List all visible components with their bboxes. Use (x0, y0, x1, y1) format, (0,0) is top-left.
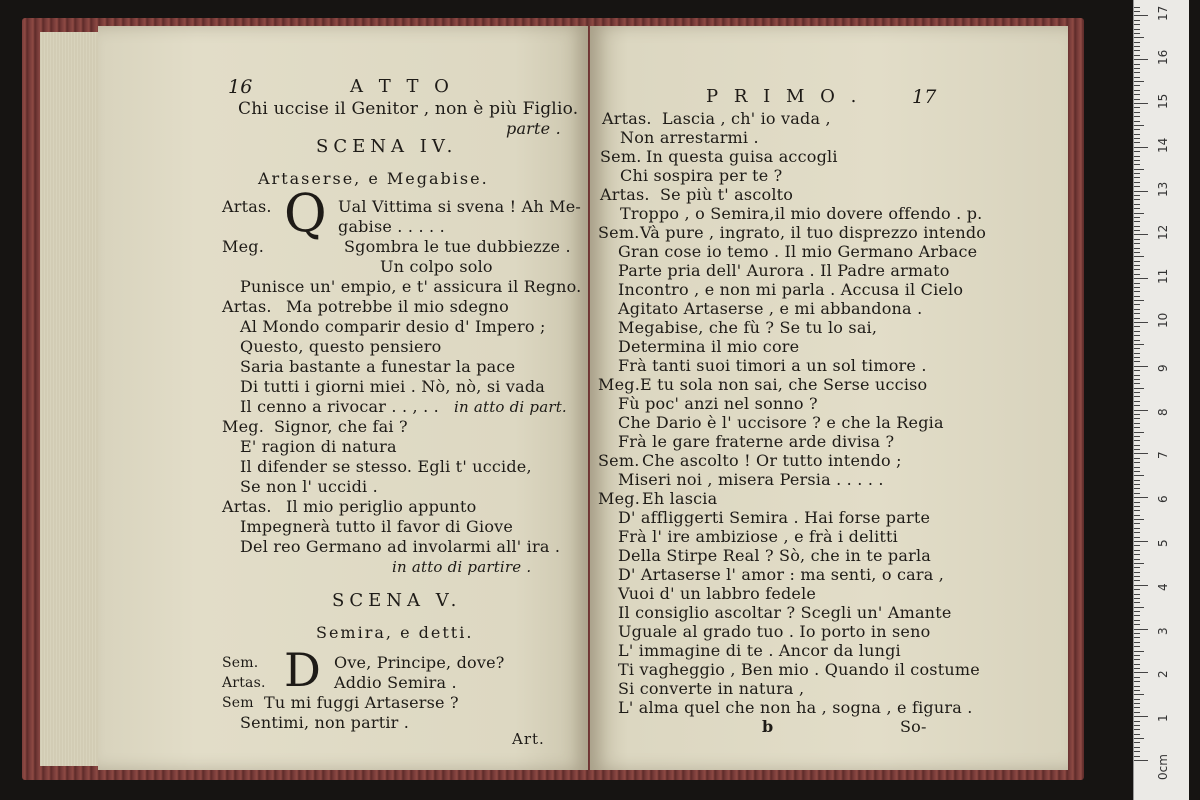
ruler-tick (1134, 760, 1148, 761)
ruler-tick (1134, 497, 1148, 498)
text-line: Che Dario è l' uccisore ? e che la Regia (618, 413, 944, 432)
ruler-tick (1134, 331, 1140, 332)
speaker: Artas. (222, 197, 272, 216)
ruler-tick (1134, 651, 1144, 652)
ruler-tick (1134, 707, 1140, 708)
ruler-tick (1134, 664, 1140, 665)
ruler-tick (1134, 488, 1140, 489)
text-line: Punisce un' empio, e t' assicura il Regno. (240, 277, 582, 296)
text-line: Và pure , ingrato, il tuo disprezzo intendo (640, 223, 987, 242)
ruler-tick (1134, 344, 1144, 345)
ruler-tick (1134, 418, 1140, 419)
ruler-tick (1134, 326, 1140, 327)
ruler-tick (1134, 480, 1140, 481)
ruler-tick (1134, 11, 1140, 12)
ruler-tick (1134, 379, 1140, 380)
text-line: L' alma quel che non ha , sogna , e figura . (618, 698, 973, 717)
text-line: Frà l' ire ambiziose , e frà i delitti (618, 527, 898, 546)
ruler-tick (1134, 440, 1140, 441)
ruler-tick (1134, 453, 1148, 454)
ruler-tick (1134, 383, 1140, 384)
ruler-tick (1134, 734, 1140, 735)
ruler-tick (1134, 318, 1140, 319)
ruler-tick (1134, 243, 1140, 244)
ruler-tick (1134, 300, 1144, 301)
ruler-label: 8 (1156, 407, 1170, 416)
stage-direction: in atto di part. (454, 398, 567, 416)
ruler-tick (1134, 602, 1140, 603)
scene-heading: SCENA IV. (316, 136, 458, 157)
ruler-tick (1134, 313, 1140, 314)
text-line: Gran cose io temo . Il mio Germano Arbace (618, 242, 978, 261)
ruler-tick (1134, 458, 1140, 459)
ruler-tick (1134, 510, 1140, 511)
ruler-tick (1134, 116, 1140, 117)
text-line: E tu sola non sai, che Serse ucciso (640, 375, 928, 394)
speaker: Meg. (598, 375, 640, 394)
text-line: Signor, che fai ? (274, 417, 408, 436)
ruler-tick (1134, 42, 1140, 43)
ruler-tick (1134, 585, 1148, 586)
ruler-tick (1134, 107, 1140, 108)
text-line: Ma potrebbe il mio sdegno (286, 297, 509, 316)
ruler-tick (1134, 121, 1140, 122)
ruler-tick (1134, 541, 1148, 542)
ruler-tick (1134, 37, 1144, 38)
ruler-label: 15 (1156, 93, 1170, 109)
text-line: Il cenno a rivocar . . , . . (240, 397, 439, 416)
ruler-tick (1134, 59, 1148, 60)
text-line: Sentimi, non partir . (240, 713, 410, 732)
ruler-tick (1134, 677, 1140, 678)
ruler-tick (1134, 309, 1140, 310)
ruler-label: 16 (1156, 49, 1170, 66)
page-number: 16 (228, 76, 253, 98)
ruler-tick (1134, 567, 1140, 568)
ruler-tick (1134, 550, 1140, 551)
text-line: Che ascolto ! Or tutto intendo ; (642, 451, 902, 470)
text-line: Miseri noi , misera Persia . . . . . (618, 470, 884, 489)
ruler-tick (1134, 436, 1140, 437)
ruler-label: 11 (1156, 268, 1170, 285)
speaker: Artas. (222, 297, 272, 316)
ruler-label: 9 (1156, 364, 1170, 372)
ruler-tick (1134, 445, 1140, 446)
ruler-tick (1134, 659, 1140, 660)
text-line: Saria bastante a funestar la pace (240, 357, 516, 376)
ruler-tick (1134, 747, 1140, 748)
ruler-tick (1134, 699, 1140, 700)
text-line: Il mio periglio appunto (286, 497, 477, 516)
ruler-label: 13 (1156, 181, 1170, 197)
ruler-tick (1134, 335, 1140, 336)
ruler-tick (1134, 690, 1140, 691)
page-edges (40, 32, 98, 766)
ruler-tick (1134, 173, 1140, 174)
ruler-label: 7 (1156, 451, 1170, 460)
ruler-tick (1134, 208, 1140, 209)
ruler-tick (1134, 129, 1140, 130)
ruler-tick (1134, 620, 1140, 621)
text-line: Chi sospira per te ? (620, 166, 783, 185)
text-line: Se non l' uccidi . (240, 477, 378, 496)
ruler-tick (1134, 633, 1140, 634)
running-head: P R I M O . (706, 86, 862, 107)
ruler-tick (1134, 217, 1140, 218)
ruler-tick (1134, 85, 1140, 86)
ruler-tick (1134, 410, 1148, 411)
drop-cap: Q (284, 184, 327, 244)
ruler-tick (1134, 515, 1140, 516)
ruler-tick (1134, 396, 1140, 397)
ruler-tick (1134, 252, 1140, 253)
ruler-tick (1134, 348, 1140, 349)
ruler-tick (1134, 195, 1140, 196)
text-line: Non arrestarmi . (620, 128, 759, 147)
ruler-tick (1134, 265, 1140, 266)
ruler-tick (1134, 528, 1140, 529)
ruler-tick (1134, 523, 1140, 524)
ruler-tick (1134, 274, 1140, 275)
ruler-tick (1134, 388, 1144, 389)
ruler-tick (1134, 283, 1140, 284)
ruler-tick (1134, 278, 1148, 279)
ruler-tick (1134, 414, 1140, 415)
ruler-tick (1134, 186, 1140, 187)
ruler-tick (1134, 554, 1140, 555)
ruler-tick (1134, 156, 1140, 157)
ruler-tick (1134, 655, 1140, 656)
ruler-tick (1134, 751, 1140, 752)
ruler-tick (1134, 50, 1140, 51)
signature-mark: b (762, 717, 774, 736)
ruler-tick (1134, 615, 1140, 616)
ruler-tick (1134, 94, 1140, 95)
text-line: Incontro , e non mi parla . Accusa il Cielo (618, 280, 964, 299)
ruler-tick (1134, 90, 1140, 91)
ruler-label: 5 (1156, 539, 1170, 547)
ruler-tick (1134, 375, 1140, 376)
ruler-tick (1134, 103, 1148, 104)
ruler-tick (1134, 729, 1140, 730)
ruler-tick (1134, 629, 1148, 630)
measurement-ruler (1133, 0, 1189, 800)
ruler-tick (1134, 423, 1140, 424)
ruler-tick (1134, 686, 1140, 687)
ruler-label: 1 (1156, 714, 1170, 723)
ruler-tick (1134, 576, 1140, 577)
ruler-tick (1134, 467, 1140, 468)
ruler-tick (1134, 756, 1140, 757)
text-line: Ti vagheggio , Ben mio . Quando il costume (618, 660, 980, 679)
ruler-tick (1134, 405, 1140, 406)
ruler-tick (1134, 99, 1140, 100)
ruler-tick (1134, 361, 1140, 362)
ruler-tick (1134, 672, 1148, 673)
text-line: Della Stirpe Real ? Sò, che in te parla (618, 546, 931, 565)
ruler-tick (1134, 580, 1140, 581)
ruler-tick (1134, 357, 1140, 358)
text-line: Si converte in natura , (618, 679, 805, 698)
ruler-tick (1134, 191, 1148, 192)
speaker: Sem (222, 695, 254, 711)
ruler-tick (1134, 366, 1148, 367)
text-line: D' affliggerti Semira . Hai forse parte (618, 508, 931, 527)
ruler-label: 17 (1156, 6, 1170, 22)
text-line: Addio Semira . (334, 673, 457, 692)
running-head: A T T O (350, 76, 454, 97)
ruler-tick (1134, 213, 1144, 214)
text-line: Ove, Principe, dove? (334, 653, 505, 672)
ruler-tick (1134, 716, 1148, 717)
speaker: Meg. (222, 417, 264, 436)
ruler-tick (1134, 742, 1140, 743)
ruler-tick (1134, 703, 1140, 704)
ruler-tick (1134, 204, 1140, 205)
speaker: Sem. (598, 451, 640, 470)
ruler-tick (1134, 572, 1140, 573)
ruler-tick (1134, 72, 1140, 73)
scene-characters: Semira, e detti. (316, 623, 474, 642)
ruler-tick (1134, 353, 1140, 354)
ruler-tick (1134, 721, 1140, 722)
text-line: Troppo , o Semira,il mio dovere offendo . p. (620, 204, 983, 223)
stage-direction: in atto di partire . (392, 558, 532, 576)
text-line: Agitato Artaserse , e mi abbandona . (618, 299, 923, 318)
ruler-tick (1134, 493, 1140, 494)
ruler-tick (1134, 681, 1140, 682)
ruler-tick (1134, 138, 1140, 139)
ruler-tick (1134, 694, 1144, 695)
ruler-tick (1134, 519, 1144, 520)
ruler-tick (1134, 29, 1140, 30)
ruler-tick (1134, 646, 1140, 647)
text-line: Un colpo solo (380, 257, 493, 276)
text-line: Chi uccise il Genitor , non è più Figlio. (238, 99, 579, 119)
text-line: Del reo Germano ad involarmi all' ira . (240, 537, 561, 556)
text-line: Parte pria dell' Aurora . Il Padre armato (618, 261, 950, 280)
speaker: Artas. (222, 497, 272, 516)
ruler-tick (1134, 559, 1140, 560)
text-line: gabise . . . . . (338, 217, 445, 236)
ruler-tick (1134, 46, 1140, 47)
ruler-tick (1134, 668, 1140, 669)
ruler-tick (1134, 151, 1140, 152)
ruler-label: 12 (1156, 225, 1170, 241)
ruler-tick (1134, 81, 1144, 82)
ruler-tick (1134, 15, 1148, 16)
ruler-tick (1134, 164, 1140, 165)
ruler-tick (1134, 7, 1140, 8)
ruler-label: 2 (1156, 670, 1170, 679)
ruler-tick (1134, 230, 1140, 231)
text-line: Ual Vittima si svena ! Ah Me- (338, 197, 581, 216)
text-line: Vuoi d' un labbro fedele (618, 584, 817, 603)
ruler-tick (1134, 502, 1140, 503)
ruler-tick (1134, 392, 1140, 393)
text-line: Se più t' ascolto (660, 185, 794, 204)
catchword: So- (900, 717, 927, 736)
ruler-tick (1134, 401, 1140, 402)
scene-heading: SCENA V. (332, 590, 462, 611)
ruler-label: 6 (1156, 495, 1170, 504)
ruler-tick (1134, 725, 1140, 726)
stage-direction: parte . (506, 119, 561, 138)
ruler-tick (1134, 112, 1140, 113)
ruler-tick (1134, 449, 1140, 450)
ruler-tick (1134, 199, 1140, 200)
ruler-tick (1134, 234, 1148, 235)
ruler-tick (1134, 221, 1140, 222)
speaker: Sem. (222, 655, 259, 671)
ruler-tick (1134, 738, 1144, 739)
ruler-tick (1134, 239, 1140, 240)
ruler-tick (1134, 432, 1144, 433)
ruler-tick (1134, 624, 1140, 625)
ruler-tick (1134, 125, 1144, 126)
ruler-tick (1134, 506, 1140, 507)
ruler-tick (1134, 611, 1140, 612)
ruler-label: 4 (1156, 583, 1170, 591)
text-line: Uguale al grado tuo . Io porto in seno (618, 622, 931, 641)
speaker: Artas. (600, 185, 650, 204)
page-number: 17 (912, 86, 937, 108)
text-line: Tu mi fuggi Artaserse ? (264, 693, 459, 712)
text-line: Al Mondo comparir desio d' Impero ; (240, 317, 546, 336)
text-line: D' Artaserse l' amor : ma senti, o cara , (618, 565, 945, 584)
ruler-tick (1134, 287, 1140, 288)
speaker: Meg. (222, 237, 264, 256)
text-line: Frà tanti suoi timori a un sol timore . (618, 356, 927, 375)
ruler-tick (1134, 537, 1140, 538)
ruler-tick (1134, 248, 1140, 249)
ruler-tick (1134, 598, 1140, 599)
ruler-tick (1134, 589, 1140, 590)
ruler-tick (1134, 563, 1144, 564)
ruler-tick (1134, 296, 1140, 297)
left-page (98, 26, 588, 770)
ruler-tick (1134, 147, 1148, 148)
ruler-tick (1134, 304, 1140, 305)
text-line: Il consiglio ascoltar ? Scegli un' Amante (618, 603, 952, 622)
ruler-tick (1134, 484, 1140, 485)
right-page (590, 26, 1068, 770)
catchword: Art. (512, 730, 545, 748)
ruler-tick (1134, 712, 1140, 713)
ruler-tick (1134, 24, 1140, 25)
ruler-tick (1134, 269, 1140, 270)
ruler-label: 14 (1156, 137, 1170, 153)
speaker: Sem. (598, 223, 640, 242)
ruler-tick (1134, 322, 1148, 323)
ruler-tick (1134, 642, 1140, 643)
text-line: L' immagine di te . Ancor da lungi (618, 641, 901, 660)
text-line: Frà le gare fraterne arde divisa ? (618, 432, 895, 451)
text-line: Fù poc' anzi nel sonno ? (618, 394, 818, 413)
ruler-tick (1134, 427, 1140, 428)
ruler-tick (1134, 291, 1140, 292)
ruler-tick (1134, 33, 1140, 34)
ruler-tick (1134, 226, 1140, 227)
ruler-tick (1134, 169, 1144, 170)
ruler-tick (1134, 594, 1140, 595)
ruler-label: 0cm (1156, 754, 1170, 780)
ruler-tick (1134, 142, 1140, 143)
ruler-tick (1134, 637, 1140, 638)
text-line: Lascia , ch' io vada , (662, 109, 831, 128)
text-line: Di tutti i giorni miei . Nò, nò, si vada (240, 377, 545, 396)
ruler-tick (1134, 68, 1140, 69)
text-line: Questo, questo pensiero (240, 337, 442, 356)
text-line: Megabise, che fù ? Se tu lo sai, (618, 318, 878, 337)
speaker: Sem. (600, 147, 642, 166)
text-line: Eh lascia (642, 489, 718, 508)
ruler-tick (1134, 64, 1140, 65)
ruler-tick (1134, 77, 1140, 78)
text-line: Sgombra le tue dubbiezze . (344, 237, 571, 256)
ruler-tick (1134, 462, 1140, 463)
drop-cap: D (284, 643, 321, 697)
ruler-tick (1134, 160, 1140, 161)
ruler-tick (1134, 261, 1140, 262)
ruler-tick (1134, 607, 1144, 608)
text-line: Impegnerà tutto il favor di Giove (240, 517, 514, 536)
text-line: Determina il mio core (618, 337, 800, 356)
ruler-tick (1134, 532, 1140, 533)
ruler-label: 3 (1156, 626, 1170, 635)
ruler-tick (1134, 370, 1140, 371)
speaker: Meg. (598, 489, 640, 508)
ruler-tick (1134, 177, 1140, 178)
speaker: Artas. (602, 109, 652, 128)
ruler-tick (1134, 55, 1140, 56)
scene-characters: Artaserse, e Megabise. (258, 169, 489, 188)
ruler-tick (1134, 475, 1144, 476)
ruler-tick (1134, 256, 1144, 257)
speaker: Artas. (222, 675, 266, 691)
ruler-tick (1134, 340, 1140, 341)
ruler-tick (1134, 134, 1140, 135)
text-line: In questa guisa accogli (646, 147, 838, 166)
text-line: E' ragion di natura (240, 437, 397, 456)
ruler-tick (1134, 545, 1140, 546)
ruler-label: 10 (1156, 312, 1170, 328)
ruler-tick (1134, 471, 1140, 472)
ruler-tick (1134, 182, 1140, 183)
ruler-tick (1134, 20, 1140, 21)
text-line: Il difender se stesso. Egli t' uccide, (240, 457, 532, 476)
